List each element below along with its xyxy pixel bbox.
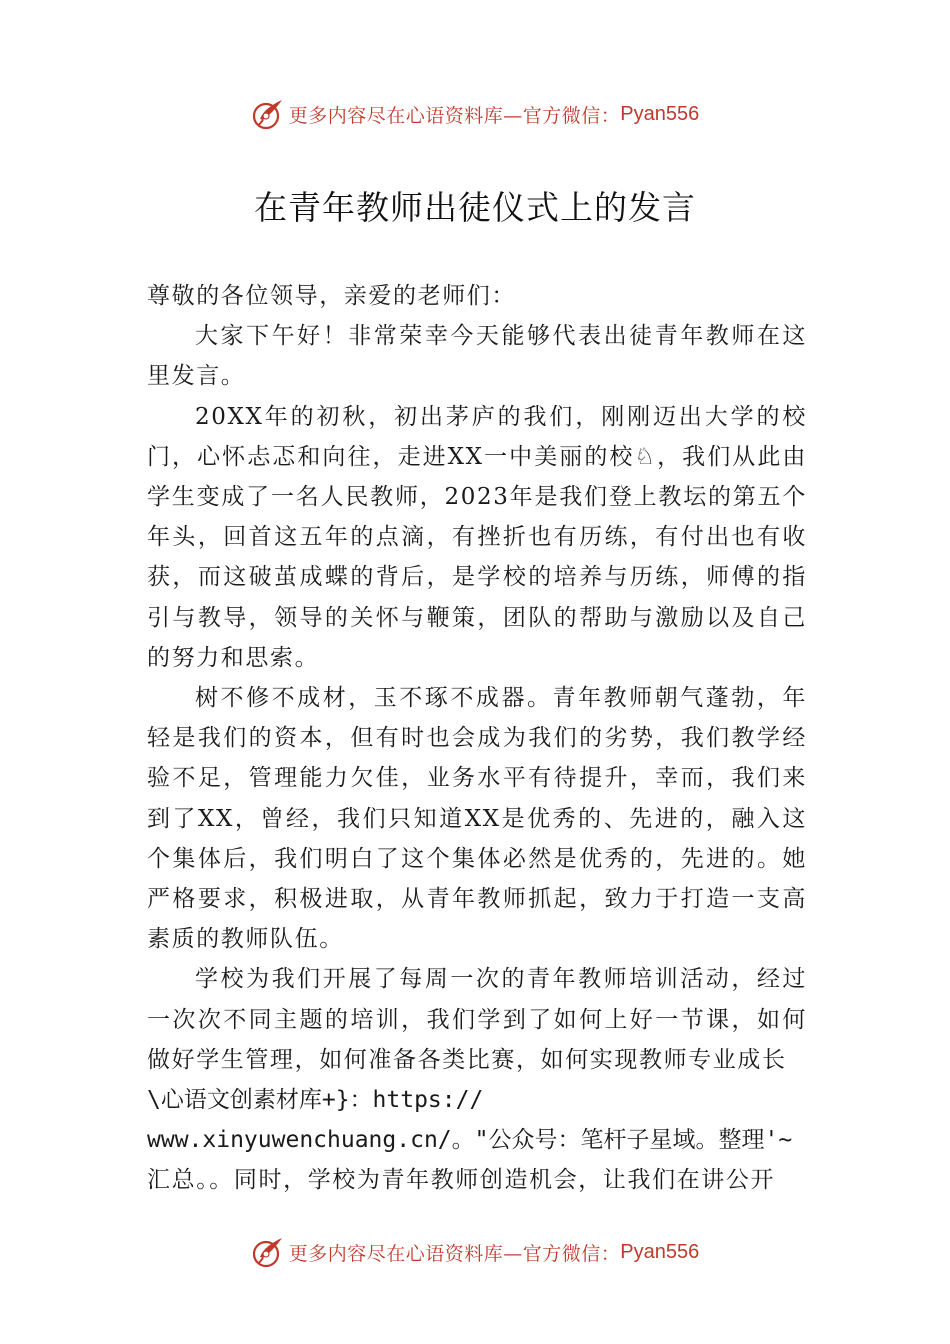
quill-pen-logo-icon: [251, 1235, 285, 1269]
paragraph-2: 20XX年的初秋，初出茅庐的我们，刚刚迈出大学的校门，心怀忐忑和向往，走进XX一中美丽的校♘，我们从此由学生变成了一名人民教师，2023年是我们登上教坛的第五个年头，回首这五年的点滴，有挫折也有历练，有付出也有收获，而这破茧成蝶的背后，是学校的培养与历练，师傅的指引与教导，领导的关怀与鞭策，团队的帮助与激励以及自己的努力和思索。: [147, 403, 807, 671]
continuation-line: 汇总。。同时，学校为青年教师创造机会，让我们在讲公开: [147, 1167, 776, 1194]
header-banner-text: 更多内容尽在心语资料库—官方微信：: [288, 104, 621, 127]
quill-pen-logo-icon: [251, 97, 285, 131]
document-title: 在青年教师出徒仪式上的发言: [254, 188, 696, 227]
paragraph-4: 学校为我们开展了每周一次的青年教师培训活动，经过一次次不同主题的培训，我们学到了如何上好一节课，如何做好学生管理，如何准备各类比赛，如何实现教师专业成长: [147, 966, 807, 1073]
footer-banner-text: 更多内容尽在心语资料库—官方微信：: [288, 1242, 621, 1265]
paragraph-3: 树不修不成材，玉不琢不成器。青年教师朝气蓬勃，年轻是我们的资本，但有时也会成为我们的劣势，我们教学经验不足，管理能力欠佳，业务水平有待提升，幸而，我们来到了XX，曾经，我们只知道XX是优秀的、先进的，融入这个集体后，我们明白了这个集体必然是优秀的，先进的。她严格要求，积极进取，从青年教师抓起，致力于打造一支高素质的教师队伍。: [147, 685, 807, 953]
salutation: 尊敬的各位领导，亲爱的老师们：: [147, 283, 516, 309]
footer-banner: [0, 1232, 950, 1272]
document-body: [147, 276, 807, 1201]
watermark-line-1: \心语文创素材库+}：https://: [147, 1087, 484, 1114]
header-banner: [0, 94, 950, 134]
header-wechat-id: Pyan556: [620, 102, 700, 125]
paragraph-1: 大家下午好！非常荣幸今天能够代表出徒青年教师在这里发言。: [147, 323, 807, 390]
footer-wechat-id: Pyan556: [620, 1240, 700, 1263]
watermark-line-2: www.xinyuwenchuang.cn/。"公众号：笔杆子星域。整理'~: [147, 1127, 793, 1154]
